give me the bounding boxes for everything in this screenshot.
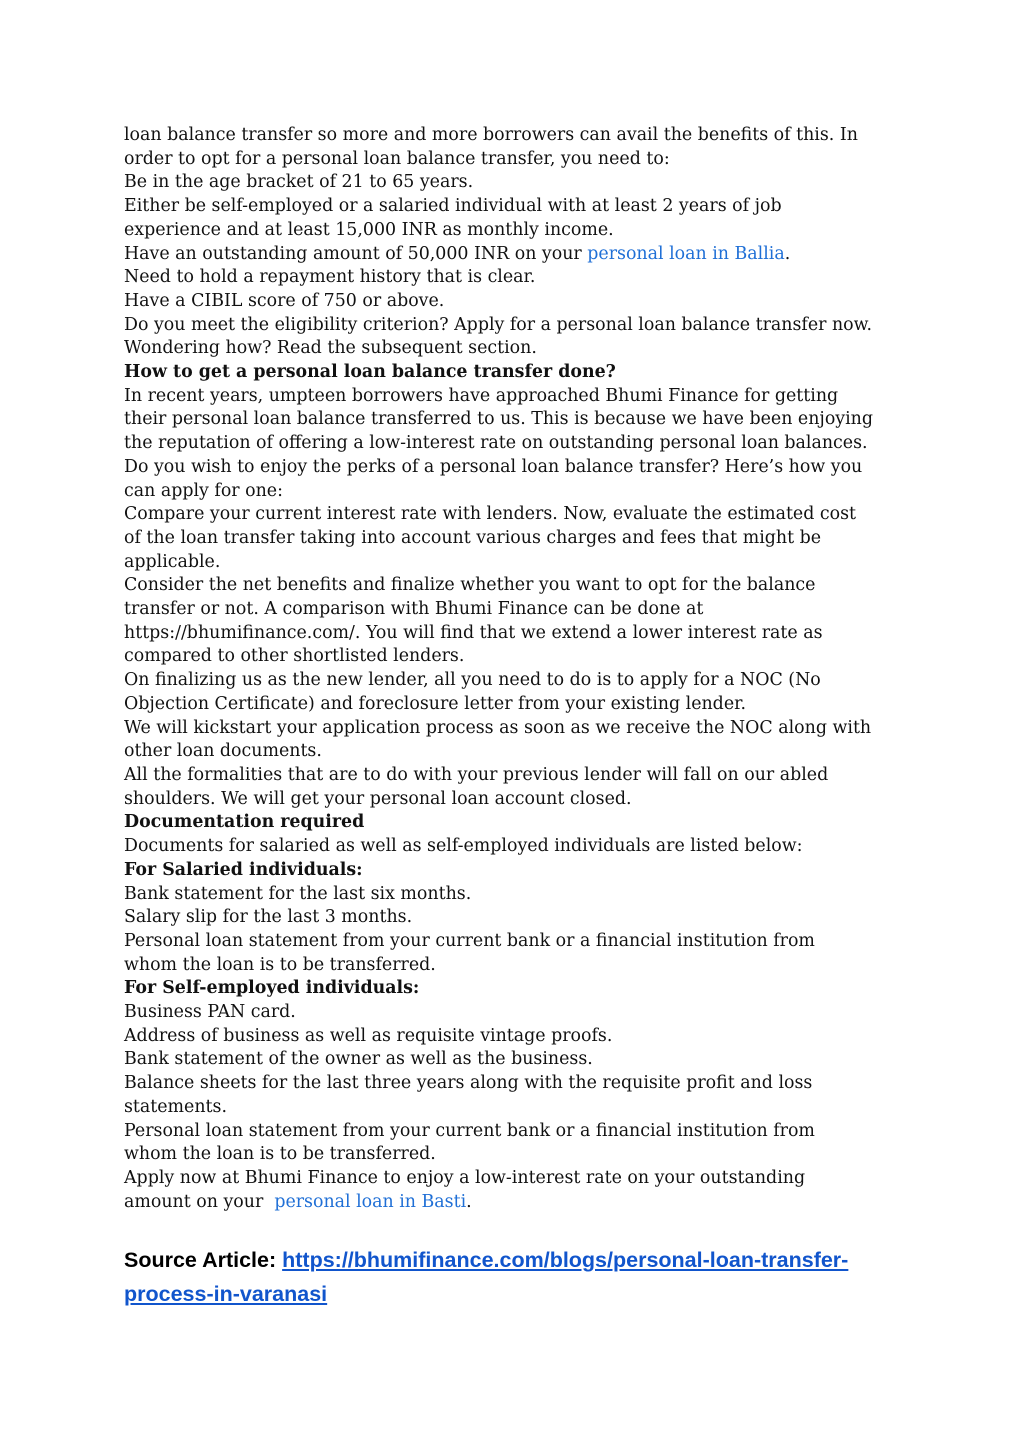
- salaried-doc-item: Bank statement for the last six months.: [124, 883, 472, 904]
- how-to-paragraph: their personal loan balance transferred to us. This is because we have been enjoying: [124, 409, 874, 430]
- eligibility-item: experience and at least 15,000 INR as monthly income.: [124, 219, 614, 240]
- step-formalities: All the formalities that are to do with your previous lender will fall on our abled: [124, 764, 829, 785]
- eligibility-item: [124, 243, 914, 267]
- eligibility-item: Be in the age bracket of 21 to 65 years.: [124, 172, 474, 193]
- heading-salaried: For Salaried individuals:: [124, 859, 363, 880]
- eligibility-text: .: [784, 243, 791, 264]
- salaried-doc-item: whom the loan is to be transferred.: [124, 954, 436, 975]
- self-employed-doc-item: whom the loan is to be transferred.: [124, 1144, 436, 1165]
- intro-text: order to opt for a personal loan balance transfer, you need to:: [124, 148, 670, 169]
- basti-loan-link[interactable]: personal loan in Basti: [274, 1191, 467, 1212]
- self-employed-doc-item: Business PAN card.: [124, 1002, 296, 1023]
- self-employed-doc-item: Bank statement of the owner as well as the business.: [124, 1049, 593, 1070]
- source-article: [124, 1243, 914, 1311]
- eligibility-item: Need to hold a repayment history that is clear.: [124, 267, 536, 288]
- intro-text: loan balance transfer so more and more borrowers can avail the benefits of this. In: [124, 125, 858, 145]
- step-kickstart: other loan documents.: [124, 741, 322, 762]
- step-kickstart: We will kickstart your application process as soon as we receive the NOC along with: [124, 717, 872, 738]
- self-employed-doc-item: Personal loan statement from your current bank or a financial institution from: [124, 1120, 815, 1141]
- docs-intro: Documents for salaried as well as self-employed individuals are listed below:: [124, 836, 803, 857]
- apply-text-part: amount on your: [124, 1191, 275, 1212]
- eligibility-question: Do you meet the eligibility criterion? Apply for a personal loan balance transfer now.: [124, 314, 873, 335]
- step-noc: Objection Certificate) and foreclosure letter from your existing lender.: [124, 693, 747, 714]
- eligibility-item: Have a CIBIL score of 750 or above.: [124, 290, 445, 311]
- how-to-paragraph: In recent years, umpteen borrowers have approached Bhumi Finance for getting: [124, 385, 839, 406]
- step-compare: applicable.: [124, 551, 221, 572]
- step-compare: of the loan transfer taking into account various charges and fees that might be: [124, 527, 822, 548]
- heading-how-to: How to get a personal loan balance transfer done?: [124, 362, 616, 383]
- apply-text: [124, 1191, 914, 1215]
- heading-self-employed: For Self-employed individuals:: [124, 978, 420, 999]
- source-line: [124, 1277, 914, 1311]
- source-article-link-continued[interactable]: process-in-varanasi: [124, 1282, 328, 1306]
- step-noc: On finalizing us as the new lender, all you need to do is to apply for a NOC (No: [124, 670, 821, 691]
- article-body: [124, 124, 914, 1214]
- self-employed-doc-item: Address of business as well as requisite vintage proofs.: [124, 1025, 613, 1046]
- step-consider: https://bhumifinance.com/. You will find that we extend a lower interest rate as: [124, 622, 823, 643]
- eligibility-question: Wondering how? Read the subsequent section.: [124, 338, 537, 359]
- source-article-link[interactable]: https://bhumifinance.com/blogs/personal-loan-transfer-: [282, 1248, 849, 1272]
- heading-documentation: Documentation required: [124, 812, 365, 833]
- source-label: Source Article:: [124, 1248, 283, 1272]
- self-employed-doc-item: Balance sheets for the last three years along with the requisite profit and loss: [124, 1073, 813, 1094]
- step-formalities: shoulders. We will get your personal loan account closed.: [124, 788, 632, 809]
- source-line: [124, 1243, 914, 1277]
- step-consider: transfer or not. A comparison with Bhumi Finance can be done at: [124, 599, 704, 620]
- eligibility-text: Have an outstanding amount of 50,000 INR on your: [124, 243, 588, 264]
- how-to-paragraph: the reputation of offering a low-interest rate on outstanding personal loan balances.: [124, 433, 868, 454]
- salaried-doc-item: Personal loan statement from your current bank or a financial institution from: [124, 930, 815, 951]
- salaried-doc-item: Salary slip for the last 3 months.: [124, 907, 413, 928]
- self-employed-doc-item: statements.: [124, 1096, 227, 1117]
- apply-text: Apply now at Bhumi Finance to enjoy a low-interest rate on your outstanding: [124, 1167, 806, 1188]
- step-compare: Compare your current interest rate with lenders. Now, evaluate the estimated cost: [124, 504, 857, 525]
- step-consider: compared to other shortlisted lenders.: [124, 646, 465, 667]
- step-consider: Consider the net benefits and finalize whether you want to opt for the balance: [124, 575, 816, 596]
- ballia-loan-link[interactable]: personal loan in Ballia: [587, 243, 785, 264]
- apply-text-part: .: [466, 1191, 472, 1212]
- how-to-paragraph: can apply for one:: [124, 480, 283, 501]
- eligibility-item: Either be self-employed or a salaried individual with at least 2 years of job: [124, 196, 782, 217]
- how-to-paragraph: Do you wish to enjoy the perks of a personal loan balance transfer? Here’s how you: [124, 456, 863, 477]
